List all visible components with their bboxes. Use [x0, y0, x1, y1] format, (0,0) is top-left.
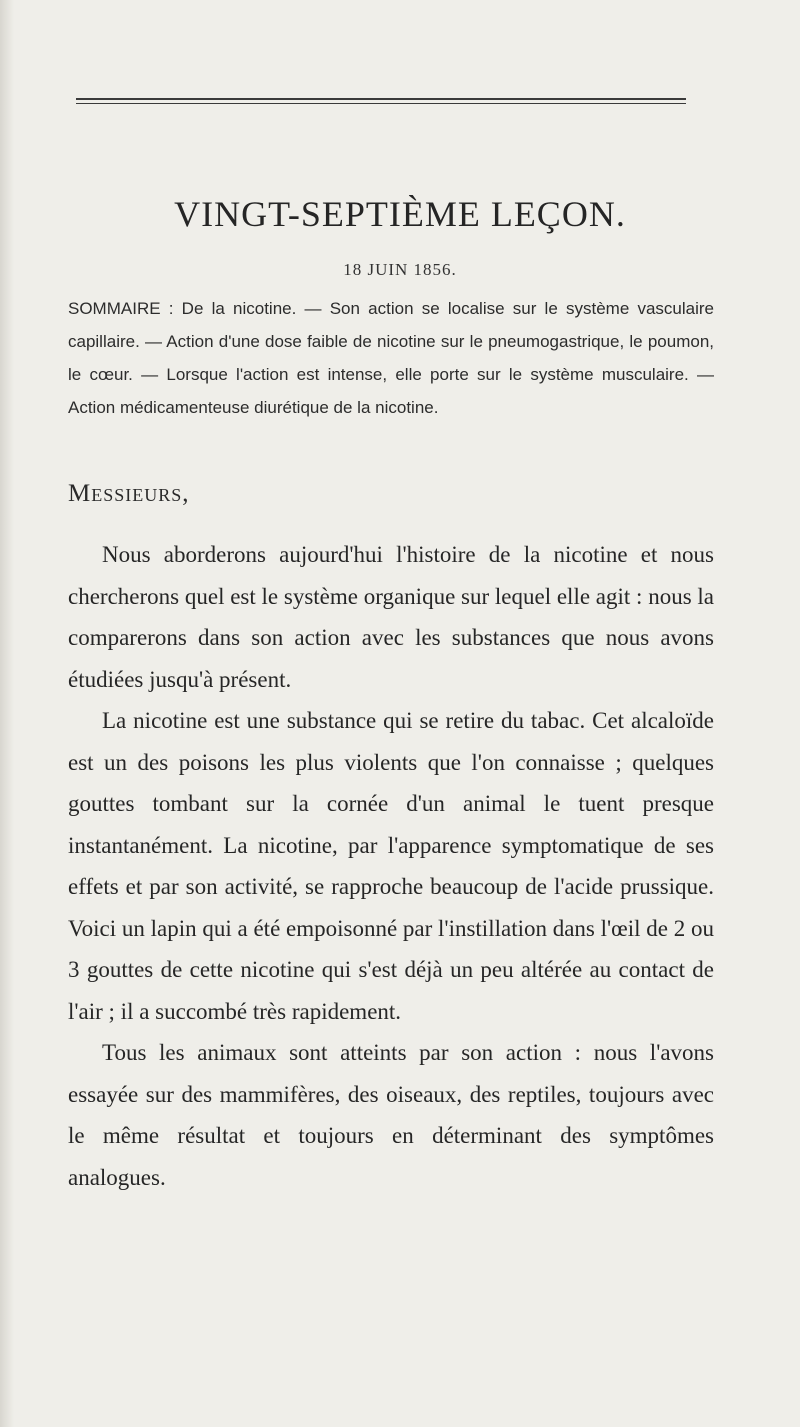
body-paragraph-3: Tous les animaux sont atteints par son action : nous l'avons essayée sur des mammifères, des oiseaux, des reptiles, toujours avec le même résultat et toujours en déterminant des symptômes analogues.: [68, 1040, 714, 1190]
body-paragraph-2: La nicotine est une substance qui se retire du tabac. Cet alcaloïde est un des poisons les plus violents que l'on connaisse ; quelques gouttes tombant sur la cornée d'un animal le tuent presque instantanément. La nicotine, par l'apparence symptomatique de ses effets et par son activité, se rapproche beaucoup de l'acide prussique. Voici un lapin qui a été empoisonné par l'instillation dans l'œil de 2 ou 3 gouttes de cette nicotine qui s'est déjà un peu altérée au contact de l'air ; il a succombé très rapidement.: [68, 708, 715, 1024]
summary-paragraph: SOMMAIRE : De la nicotine. — Son action se localise sur le système vasculaire capillaire. — Action d'une dose faible de nicotine sur le pneumogastrique, le poumon, le cœur. — Lorsque l'action est intense, elle porte sur le système musculaire. — Action médicamenteuse diurétique de la nicotine.: [68, 299, 714, 417]
header-rule-thin: [76, 103, 686, 104]
lesson-date: 18 JUIN 1856.: [343, 260, 457, 279]
body-paragraph-1: Nous aborderons aujourd'hui l'histoire de la nicotine et nous chercherons quel est le système organique sur lequel elle agit : nous la comparerons dans son action avec les substances que nous avons étudiées jusqu'à présent.: [68, 542, 714, 692]
salutation: Messieurs,: [68, 480, 190, 507]
lesson-heading: VINGT-SEPTIÈME LEÇON.: [174, 194, 626, 234]
header-rule-thick: [76, 98, 686, 100]
body-text: [68, 534, 714, 1198]
